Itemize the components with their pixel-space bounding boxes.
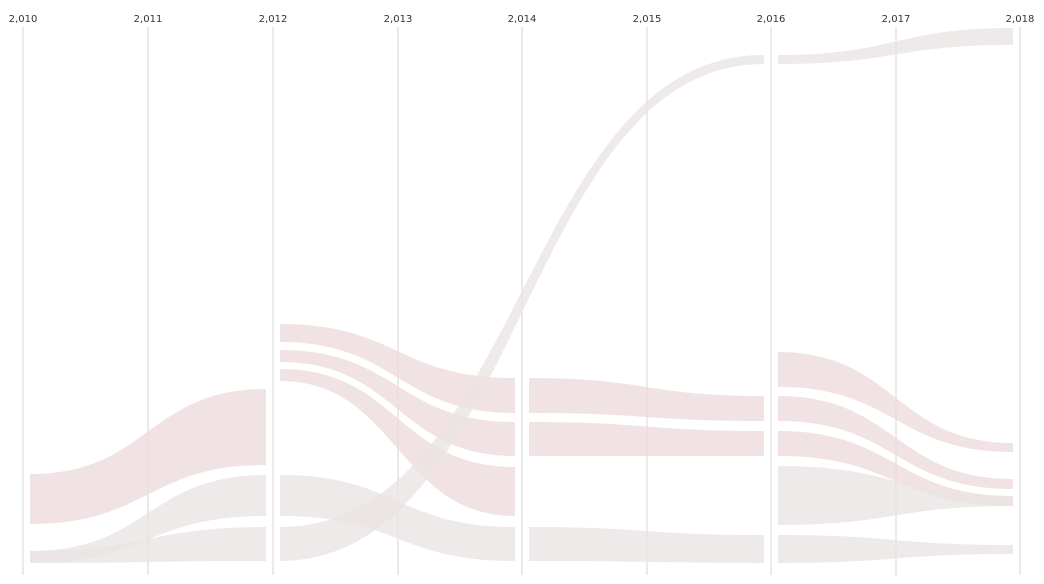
year-label: 2,018 (1005, 14, 1035, 25)
flow-band (529, 527, 764, 563)
year-label: 2,011 (133, 14, 163, 25)
year-label: 2,013 (383, 14, 413, 25)
year-label: 2,016 (756, 14, 786, 25)
year-label: 2,012 (258, 14, 288, 25)
year-label: 2,017 (881, 14, 911, 25)
year-label: 2,015 (632, 14, 662, 25)
year-label: 2,014 (507, 14, 537, 25)
year-label: 2,010 (8, 14, 38, 25)
flow-band (529, 422, 764, 456)
